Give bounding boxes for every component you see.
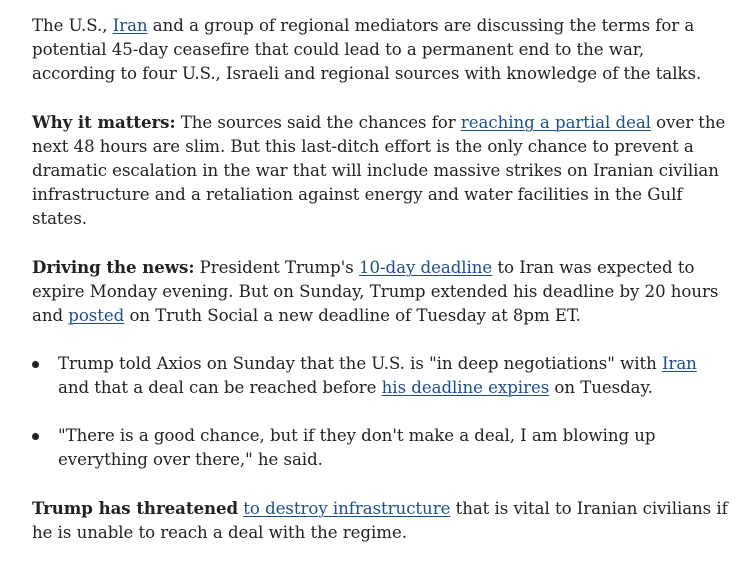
bullet-dot-icon [32,361,39,368]
text: on Truth Social a new deadline of Tuesday at 8pm ET. [124,306,581,325]
text: to Iran was expected to expire Monday evening. But on Sunday, Trump extended his deadline by 20 hours and [32,258,719,325]
paragraph-intro [32,14,732,86]
link-10-day-deadline[interactable]: 10-day deadline [358,258,493,277]
text: on Tuesday. [549,378,653,397]
text: and that a deal can be reached before [58,378,382,397]
article-body [32,14,732,545]
text: and a group of regional mediators are discussing the terms for a potential 45-day ceasefire that could lead to a permanent end to the war, according to four U.S., Israeli and regional sources with knowledge of the talks. [32,16,702,83]
paragraph-why-it-matters [32,110,732,231]
text: The U.S., [32,16,113,35]
text: Trump told Axios on Sunday that the U.S. is "in deep negotiations" with [58,354,662,373]
link-iran[interactable]: Iran [112,16,148,35]
text: President Trump's [194,258,359,277]
text: that is vital to Iranian civilians if he is unable to reach a deal with the regime. [32,499,728,542]
list-item [32,352,732,400]
link-his-deadline-expires[interactable]: his deadline expires [381,378,550,397]
paragraph-trump-threatened [32,496,732,545]
link-to-destroy-infrastructure[interactable]: to destroy infrastructure [243,499,451,518]
link-posted[interactable]: posted [68,306,125,325]
bullet-dot-icon [32,433,39,440]
text: "There is a good chance, but if they don't make a deal, I am blowing up everything over there," he said. [58,426,656,469]
link-reaching-partial-deal[interactable]: reaching a partial deal [460,113,651,132]
lead-label: Trump has threatened [32,498,239,518]
bullet-list [32,352,732,472]
text: over the next 48 hours are slim. But this last-ditch effort is the only chance to prevent a dramatic escalation in the war that will include massive strikes on Iranian civilian infrastructure and a retaliation against energy and water facilities in the Gulf states. [32,113,726,228]
list-item [32,424,732,472]
paragraph-driving-the-news [32,255,732,328]
lead-label: Driving the news: [32,257,195,277]
lead-label: Why it matters: [32,112,176,132]
text: The sources said the chances for [175,113,461,132]
link-iran-2[interactable]: Iran [661,354,697,373]
